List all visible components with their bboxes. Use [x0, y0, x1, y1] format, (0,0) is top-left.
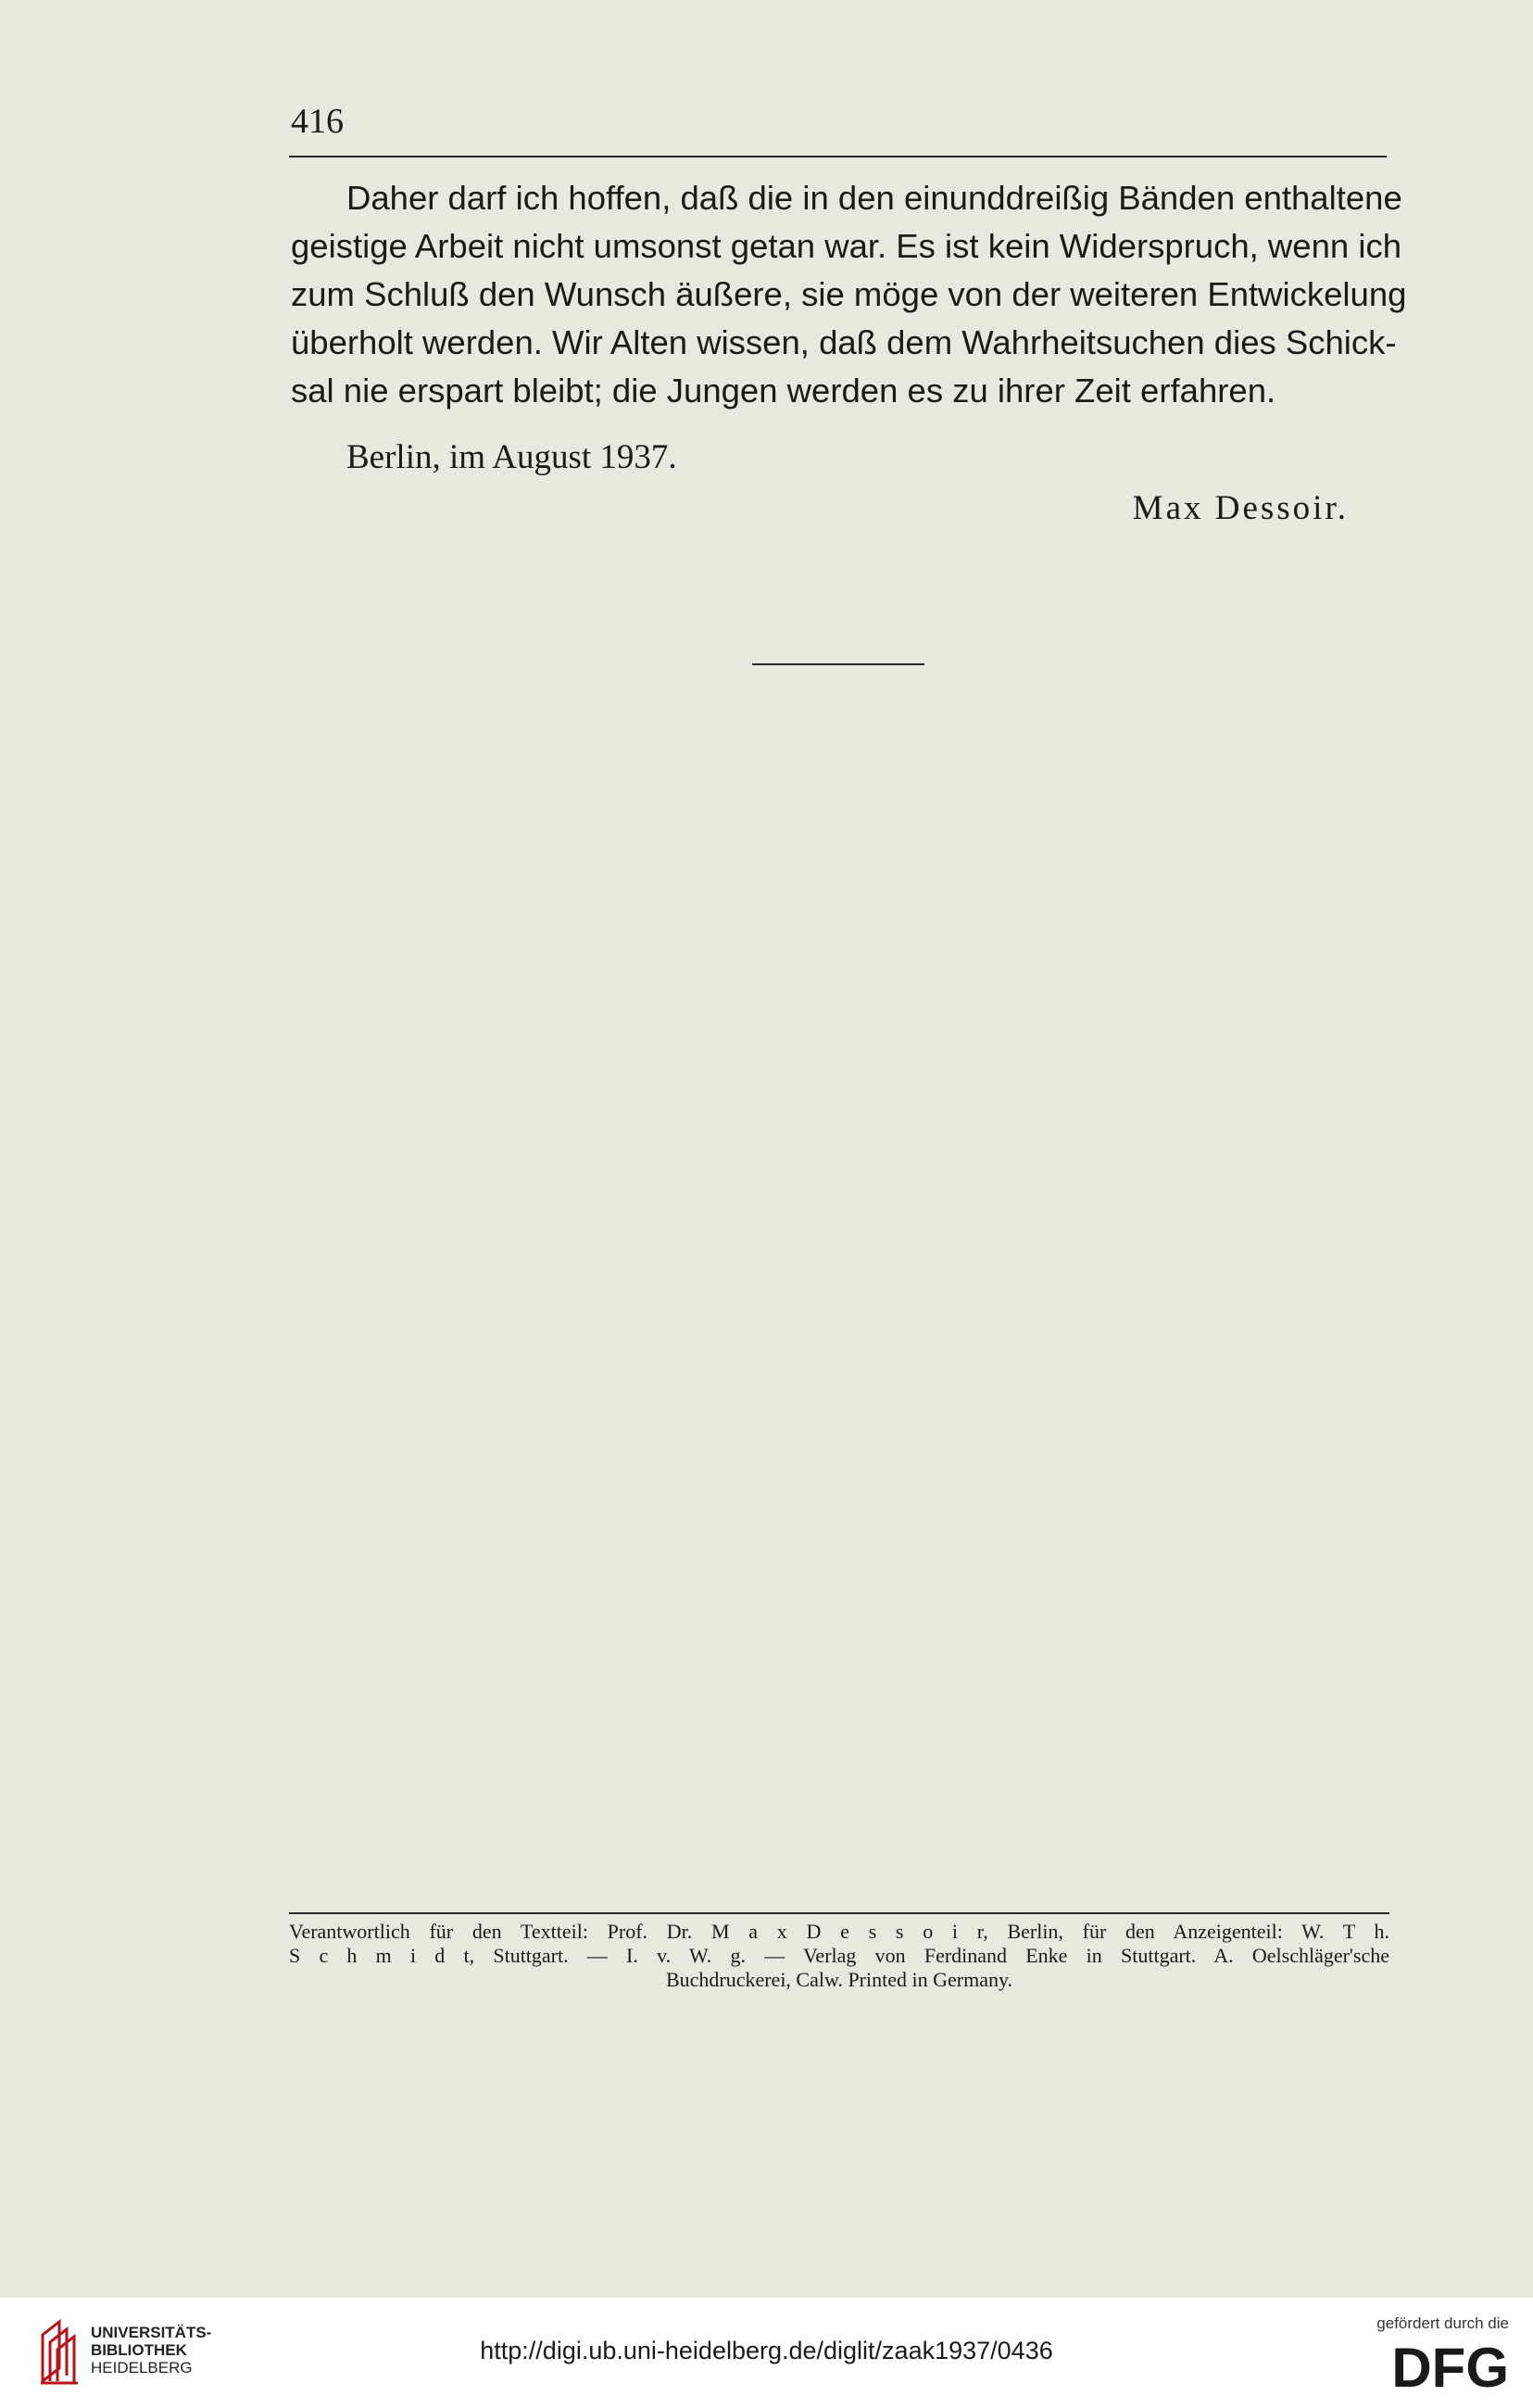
svg-text:DFG: DFG — [1391, 2340, 1509, 2392]
dateline: Berlin, im August 1937. — [346, 438, 677, 476]
body-line: sal nie erspart bleibt; die Jungen werden es zu ihrer Zeit erfahren. — [291, 372, 1276, 410]
viewer-footer — [0, 2298, 1533, 2408]
funded-by-label: gefördert durch die — [1376, 2314, 1509, 2332]
permalink-url[interactable]: http://digi.ub.uni-heidelberg.de/diglit/zaak1937/0436 — [480, 2337, 1053, 2364]
imprint-block — [289, 1920, 1389, 1992]
imprint-line: S c h m i d t, Stuttgart. — I. v. W. g. — Verlag von Ferdinand Enke in Stuttgart. A. Oelschläger'sche — [289, 1944, 1389, 1967]
body-line: überholt werden. Wir Alten wissen, daß dem Wahrheitsuchen dies Schick- — [291, 323, 1397, 361]
body-line: geistige Arbeit nicht umsonst getan war. Es ist kein Widerspruch, wenn ich — [291, 227, 1401, 265]
section-divider — [752, 663, 924, 665]
author-signature: Max Dessoir. — [1132, 489, 1349, 527]
body-line: Daher darf ich hoffen, daß die in den einunddreißig Bänden enthaltene — [346, 179, 1402, 217]
imprint-line: Buchdruckerei, Calw. Printed in Germany. — [665, 1968, 1013, 1991]
body-paragraph — [291, 174, 1407, 415]
library-name: UNIVERSITÄTS- BIBLIOTHEK HEIDELBERG — [91, 2324, 212, 2376]
imprint-line: Verantwortlich für den Textteil: Prof. Dr. M a x D e s s o i r, Berlin, für den Anzeigenteil: W. T h. — [289, 1920, 1389, 1943]
page-number: 416 — [291, 102, 344, 141]
imprint-rule — [289, 1912, 1389, 1914]
body-line: zum Schluß den Wunsch äußere, sie möge von der weiteren Entwickelung — [291, 275, 1407, 313]
header-rule — [289, 156, 1387, 158]
dfg-logo-icon — [1374, 2340, 1509, 2392]
